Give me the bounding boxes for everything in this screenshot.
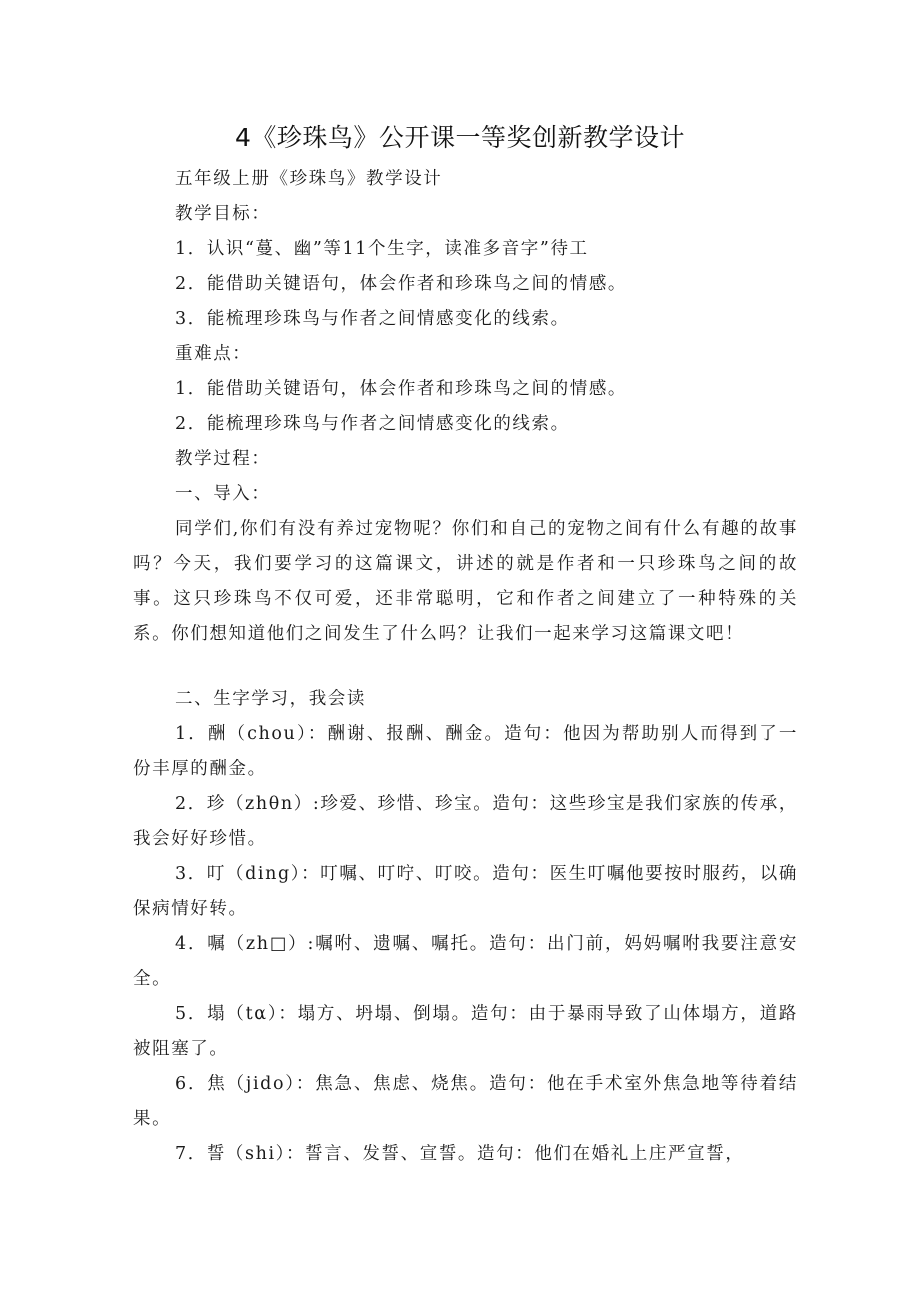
intro-heading: 一、导入： [175,484,271,504]
key-point-item: 2．能梳理珍珠鸟与作者之间情感变化的线索。 [175,414,570,434]
objectives-heading: 教学目标： [175,204,271,224]
objective-item: 2．能借助关键语句，体会作者和珍珠鸟之间的情感。 [175,274,628,294]
char-entry: 6．焦（jido）：焦急、焦虑、烧焦。造句：他在手术室外焦急地等待着结果。 [133,1074,798,1129]
intro-paragraph: 同学们,你们有没有养过宠物呢？你们和自己的宠物之间有什么有趣的故事吗？今天，我们要学习的这篇课文，讲述的就是作者和一只珍珠鸟之间的故事。这只珍珠鸟不仅可爱，还非常聪明，它和作者之间建立了一种特殊的关系。你们想知道他们之间发生了什么吗？让我们一起来学习这篇课文吧！ [133,519,798,644]
process-heading: 教学过程： [175,449,271,469]
subtitle: 五年级上册《珍珠鸟》教学设计 [175,169,443,189]
key-points-heading: 重难点： [175,344,252,364]
char-entry: 3．叮（ding）：叮嘱、叮咛、叮咬。造句：医生叮嘱他要按时服药，以确保病情好转。 [133,864,798,919]
char-entry: 2．珍（zhθn）:珍爱、珍惜、珍宝。造句：这些珍宝是我们家族的传承，我会好好珍惜。 [133,794,798,849]
char-entry: 7．誓（shi）：誓言、发誓、宣誓。造句：他们在婚礼上庄严宣誓， [175,1144,745,1164]
char-entry: 4．嘱（zh□）:嘱咐、遗嘱、嘱托。造句：出门前，妈妈嘱咐我要注意安全。 [133,934,798,989]
objective-item: 1．认识“蔓、幽”等11个生字，读准多音字”待工 [175,239,589,259]
document-title: 4《珍珠鸟》公开课一等奖创新教学设计 [235,123,685,152]
objective-item: 3．能梳理珍珠鸟与作者之间情感变化的线索。 [175,309,570,329]
key-point-item: 1．能借助关键语句，体会作者和珍珠鸟之间的情感。 [175,379,628,399]
char-entry: 5．塌（tα）：塌方、坍塌、倒塌。造句：由于暴雨导致了山体塌方，道路被阻塞了。 [133,1004,798,1059]
char-entry: 1．酬（chou）：酬谢、报酬、酬金。造句：他因为帮助别人而得到了一份丰厚的酬金。 [133,724,798,779]
chars-heading: 二、生字学习，我会读 [175,689,366,709]
